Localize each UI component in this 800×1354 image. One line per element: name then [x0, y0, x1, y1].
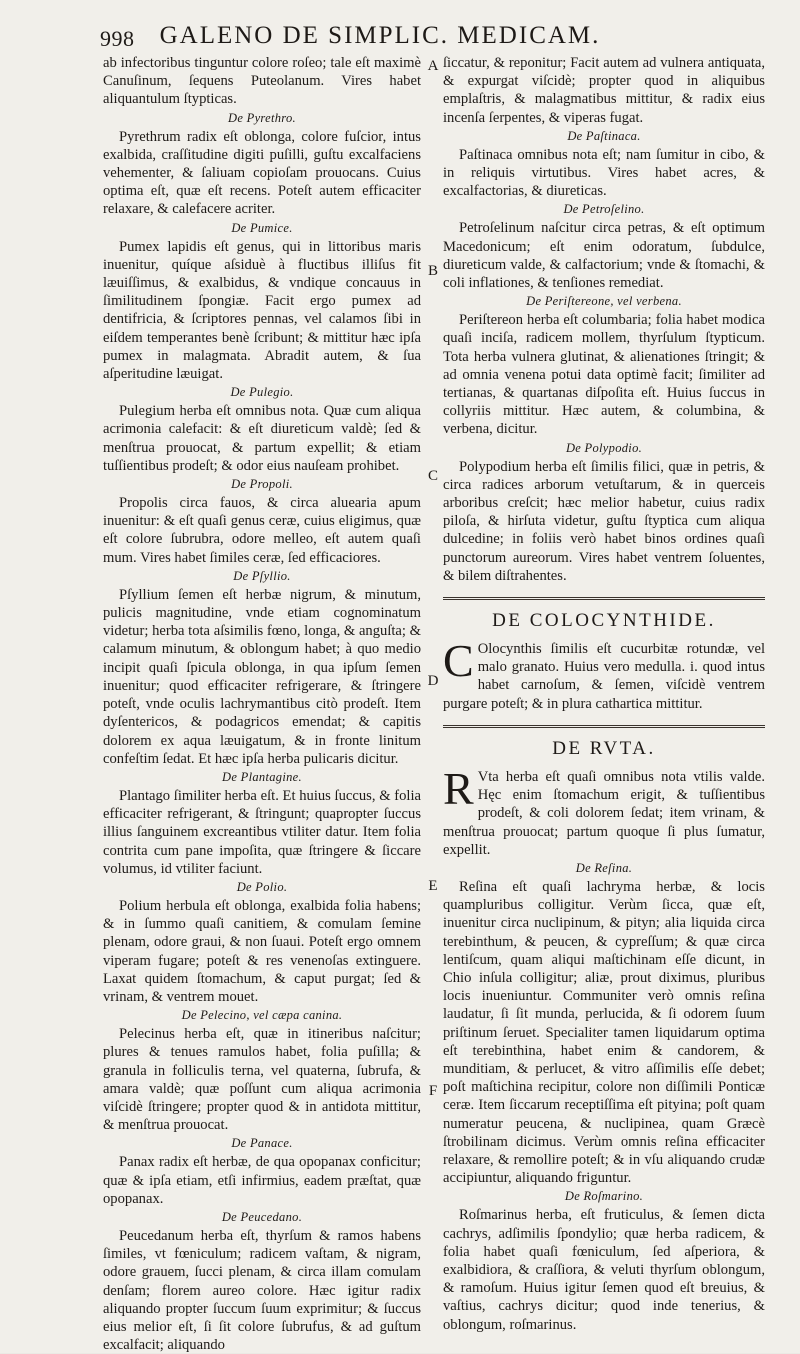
entry-text: Pulegium herba eſt omnibus nota. Quæ cum aliqua acrimonia calefacit: & eſt diureticum valdè; ſed & menſtrua prouocat, & partum expellit; & etiam tuſſientibus prodeſt; & odor eius nauſeam prohibet.: [103, 403, 421, 474]
entry-heading: De Plantagine.: [222, 769, 302, 784]
entry-heading: De Roſmarino.: [564, 1189, 644, 1204]
entry-heading: De Petroſelino.: [563, 202, 645, 217]
entry-heading: De Pulegio.: [230, 385, 294, 400]
margin-letter-c: C: [427, 468, 438, 484]
entry-text: Pſyllium ſemen eſt herbæ nigrum, & minutum, pulicis magnitudine, vnde etiam cognominatum videtur; herba tota aſsimilis fœno, longa, & anguſta; & calamum minutum, & oblongum habet; à quo medio incipit quaſi ſpicula oblonga, in qua ipſum ſemen inuenitur; quod efficaciter refrigerare, & ſtringere poteſt, vnde oculis lachrymantibus citò prodeſt. Item dyſentericos, & podagricos emendat; & capitis dolorem ex aqua læuigatum, & in fronte linitum confeſtim ſedat. Et hæc ipſa herba pulicaris dicitur.: [103, 586, 421, 767]
entry-text: Reſina eſt quaſi lachryma herbæ, & locis quampluribus colligitur. Verùm ſicca, quæ eſt, inuenitur circa nuclipinum, & pityn; alia liquida circa terebinthum, & peucen, & cypreſſum; & quæ circa lentiſcum, quam aliqui maſtichinam eſſe dicunt, in Chio inſula colligitur; aliæ, prout diximus, pluribus locis inueniuntur. Communiter verò omnis reſina laudatur, ſi ſit munda, perlucida, & ſi odorem ſuum priſtinum ſeruet. Specialiter tamen liquidarum optima eſt terebinthina, habet enim & candorem, & munditiam, & perlucet, & vitro aſſimilis eſſe debet; poſt maſtichina recipitur, colore non diſſimili Ponticæ ceræ. Item ſiccarum receptiſſima eſt pityina; poſt quam numeratur peucena, & nuclipinea, quam Græcè ſtrobilinam dicimus. Verùm omnis reſina efficaciter relaxare, & remollire poteſt; & in vſu aliquando crudæ accipiuntur, aliquando friguntur.: [443, 878, 765, 1187]
section-heading: DE RVTA.: [552, 737, 656, 759]
entry-heading: De Pyrethro.: [228, 110, 296, 125]
entry-heading: De Pſyllio.: [233, 568, 291, 583]
entry-text: Plantago ſimiliter herba eſt. Et huius ſuccus, & folia efficaciter refrigerant, & ſtringunt; quapropter ſuccus illius ſanguinem excreantibus vtiliter datur. Item folia contrita cum pane impoſita, quæ ſtringere & ſiccare volumus, id vtiliter faciunt.: [103, 787, 421, 877]
section-heading: DE COLOCYNTHIDE.: [492, 610, 716, 632]
entry-text: Peucedanum herba eſt, thyrſum & ramos habens ſimiles, vt fœniculum; radicem vaſtam, & nigram, odore grauem, ſucci plenam, & circa illam comulam denſam; florem aureo colore. Hæc igitur radix aliquando propter ſuccum ſuum exprimitur; & ſuccus eius melior eſt, ſi ſit colore ſubrufus, & ad guſtum excalfacit; aliquando: [103, 1227, 421, 1354]
entry-text: Pyrethrum radix eſt oblonga, colore fuſcior, intus exalbida, craſſitudine digiti puſilli, guſtu excalfaciens vehementer, & ſaliuam copioſam prouocans. Cuius optima eſt, quæ eſt recens. Poteſt autem efficaciter relaxare, & calefacere acriter.: [103, 128, 421, 218]
entry-text: Pelecinus herba eſt, quæ in itineribus naſcitur; plures & tenues ramulos habet, folia puſilla; & granula in folliculis terna, vel quaterna, ſubrufa, & amara valdè; quæ poſſunt cum aliqua acrimonia viſcidè ſtringere; propter quod & in antidota mittitur, & menſtrua prouocat.: [103, 1026, 421, 1134]
entry-heading: De Pelecino, vel cæpa canina.: [181, 1008, 343, 1023]
section-text: C Olocynthis ſimilis eſt cucurbitæ rotundæ, vel malo granato. Huius vero medulla. i. quod intus habet carnoſum, & ſemen, viſcidè ventrem purgare poteſt; & in plura cathartica mittitur.: [443, 635, 765, 712]
margin-letter-b: B: [427, 263, 438, 279]
entry-heading: De Propoli.: [231, 477, 293, 492]
margin-letter-d: D: [427, 673, 439, 689]
page-number: 998: [100, 26, 135, 51]
entry-heading: De Periſtereone, vel verbena.: [526, 294, 682, 309]
entry-text: Polium herbula eſt oblonga, exalbida folia habens; & in ſummo quaſi canitiem, & comulam ſemine plenam, odore graui, & non ſuaui. Poteſt ergo omnem viperam fugare; poteſt & res venenoſas extinguere. Laxat quidem ſtomachum, & caput purgat; ſed & vrinam, & ventrem mouet.: [103, 897, 421, 1005]
section-rule: [443, 725, 765, 728]
right-column: [443, 54, 765, 1333]
paragraph-continued: ſiccatur, & reponitur; Facit autem ad vulnera antiquata, & expurgat viſcidè; propter quod in aliquibus emplaſtris, & malagmatibus mittitur, & radix eius incenſa ſerpentes, & viperas fugat.: [443, 55, 765, 126]
entry-heading: De Paſtinaca.: [567, 128, 641, 143]
entry-heading: De Peucedano.: [221, 1209, 303, 1224]
entry-text: Roſmarinus herba, eſt fruticulus, & ſemen dicta cachrys, adſimilis ſpondylio; quæ herba radicem, & folia habet quaſi fœniculum, ſed aſperiora, & exalbidiora, & craſſiora, & veluti thyrſum oblongum, & ramoſum. Huius igitur ſemen quod eſt breuius, & vaſtius, cachrys dicitur; quod inde tenerius, & oblongum, roſmarinus.: [443, 1207, 765, 1333]
entry-heading: De Polio.: [236, 879, 288, 894]
entry-heading: De Reſina.: [575, 860, 633, 875]
entry-text: Petroſelinum naſcitur circa petras, & eſt optimum Macedonicum; eſt enim odoratum, ſubdulce, diureticum valde, & calfactorium; vnde & ſtomachi, & coli inflationes, & tenſiones remediat.: [443, 220, 765, 292]
entry-text: Polypodium herba eſt ſimilis filici, quæ in petris, & circa radices arborum vetuſtarum, & in querceis arboribus creſcit; hæc melior habetur, cuius radix piloſa, & hirſuta videtur, guſtu ſtyptica cum aliqua dulcedine; in foliis verò habet binos ordines quaſi punctorum aureorum. Vires habet ventrem ſoluentes, & bilem diſtrahentes.: [443, 458, 765, 584]
margin-letter-a: A: [427, 58, 439, 74]
entry-text: Propolis circa fauos, & circa aluearia apum inuenitur: & eſt quaſi genus ceræ, cuius eligimus, quæ eſt colore ſubrubra, odore melleo, eſt autem quaſi mum. Vires habet ſimiles ceræ, ſed efficaciores.: [103, 495, 421, 566]
page-header: [100, 22, 620, 52]
margin-letter-e: E: [428, 878, 438, 894]
entry-text: Pumex lapidis eſt genus, qui in littoribus maris inuenitur, quíque aſsiduè à fluctibus illiſus fit læuiſſimus, & exalbidus, & vndique concauus in ſimilitudinem ſpongiæ. Facit ergo pumex ad dentifricia, & ſcriptores pennas, vel calamos ſibi in eiſdem temperantes benè ſcribunt; & mittitur hæc ipſa pumex in malagmata. Abradit autem, & ſua aſperitudine læuigat.: [103, 238, 421, 383]
entry-text: Panax radix eſt herbæ, de qua opopanax conficitur; quæ & ipſa etiam, etſi infirmius, eadem præſtat, quæ opopanax.: [103, 1154, 421, 1207]
left-column: [103, 54, 421, 1354]
paragraph-continued: ab infectoribus tinguntur colore roſeo; tale eſt maximè Canuſinum, ſequens Puteolanum. Vires habet aliquantulum ſtypticas.: [103, 55, 421, 108]
section-text: R Vta herba eſt quaſi omnibus nota vtilis valde. Hęc enim ſtomachum erigit, & tuſſientibus prodeſt, & coli dolorem ſedat; item vrinam, & menſtrua prouocat; partum quoque ſi plus ſumatur, expellit.: [443, 762, 765, 858]
drop-cap: R: [443, 762, 474, 814]
entry-heading: De Panace.: [231, 1136, 293, 1151]
margin-letter-f: F: [428, 1083, 438, 1099]
section-rule: [443, 597, 765, 600]
running-head: GALENO DE SIMPLIC. MEDICAM.: [159, 22, 601, 49]
entry-text: Periſtereon herba eſt columbaria; folia habet modica quaſi inciſa, radicem mollem, thyrſulum ſtypticum. Tota herba vulnera glutinat, & alienationes ſtringit; & ad omnia venena potui data optimè facit; ſimiliter ad tertianas, & quartanas diſpoſita eſt. Huius ſuccus in collyriis mittitur. Hæc autem, & columbina, & verbena, dicitur.: [443, 312, 765, 438]
entry-text: Paſtinaca omnibus nota eſt; nam ſumitur in cibo, & in reliquis virtutibus. Vires habet acres, & excalfactorias, & diureticas.: [443, 146, 765, 200]
entry-heading: De Polypodio.: [565, 440, 643, 455]
drop-cap: C: [443, 635, 474, 687]
entry-heading: De Pumice.: [231, 220, 293, 235]
